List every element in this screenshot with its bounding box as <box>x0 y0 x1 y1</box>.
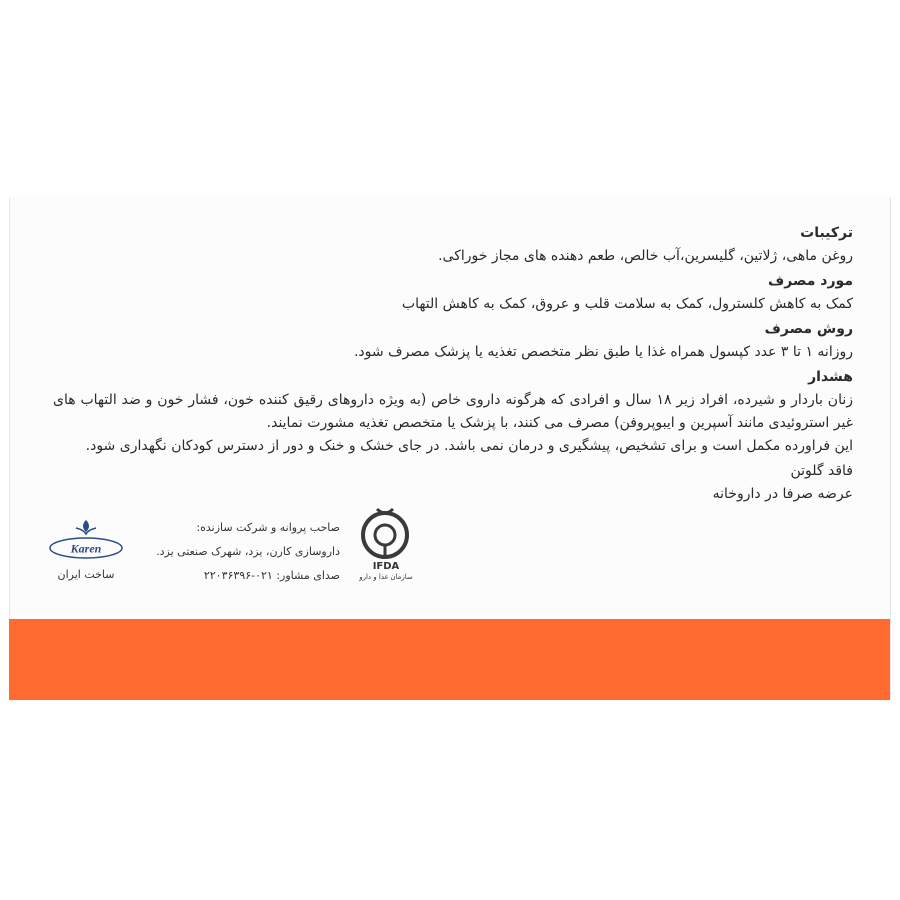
usage-text: کمک به کاهش کلسترول، کمک به سلامت قلب و عروق، کمک به کاهش التهاب <box>401 296 853 312</box>
ingredients-title: ترکیبات <box>800 225 853 241</box>
made-in-iran: ساخت ایران <box>57 568 115 581</box>
warning-title: هشدار <box>808 369 853 385</box>
method-text: روزانه ۱ تا ۳ عدد کپسول همراه غذا یا طبق نظر متخصص تغذیه یا پزشک مصرف شود. <box>353 344 853 360</box>
ingredients-text: روغن ماهی، ژلاتین، گلیسرین،آب خالص، طعم دهنده های مجاز خوراکی. <box>438 248 853 264</box>
manufacturer-line-3: صدای مشاور: ۰۲۱-۲۲۰۳۶۳۹۶ <box>203 569 340 582</box>
warning-text-2: این فراورده مکمل است و برای تشخیص، پیشگیری و درمان نمی باشد. در جای خشک و خنک و دور از دسترس کودکان نگهداری شود. <box>85 438 853 454</box>
ifda-logo <box>355 505 415 585</box>
ifda-emblem-icon <box>355 505 415 563</box>
warning-text-1: زنان باردار و شیرده، افراد زیر ۱۸ سال و افرادی که هرگونه داروی خاص (به ویژه داروهای رقیق کننده خون، فشار خون و ضد التهاب های غیر استروئیدی مانند آسپرین و ایبوپروفن) مصرف می کنند، با پزشک یا متخصص تغذیه مشورت نمایند. <box>53 392 853 431</box>
usage-title: مورد مصرف <box>768 273 853 289</box>
ifda-label: IFDA <box>372 561 400 572</box>
gluten-free-text: فاقد گلوتن <box>790 463 853 479</box>
manufacturer-info <box>140 516 340 588</box>
method-title: روش مصرف <box>764 321 853 337</box>
karen-brand-text: Karen <box>70 541 102 556</box>
karen-emblem-icon <box>46 518 126 566</box>
manufacturer-line-1: صاحب پروانه و شرکت سازنده: <box>196 521 340 534</box>
ifda-subtitle: سازمان غذا و دارو <box>359 573 413 581</box>
manufacturer-line-2: داروسازی کارن، یزد، شهرک صنعتی یزد. <box>156 545 340 558</box>
pharmacy-only-text: عرضه صرفا در داروخانه <box>712 486 853 502</box>
orange-band <box>9 619 890 700</box>
label-text <box>53 222 853 506</box>
karen-logo <box>46 518 126 588</box>
